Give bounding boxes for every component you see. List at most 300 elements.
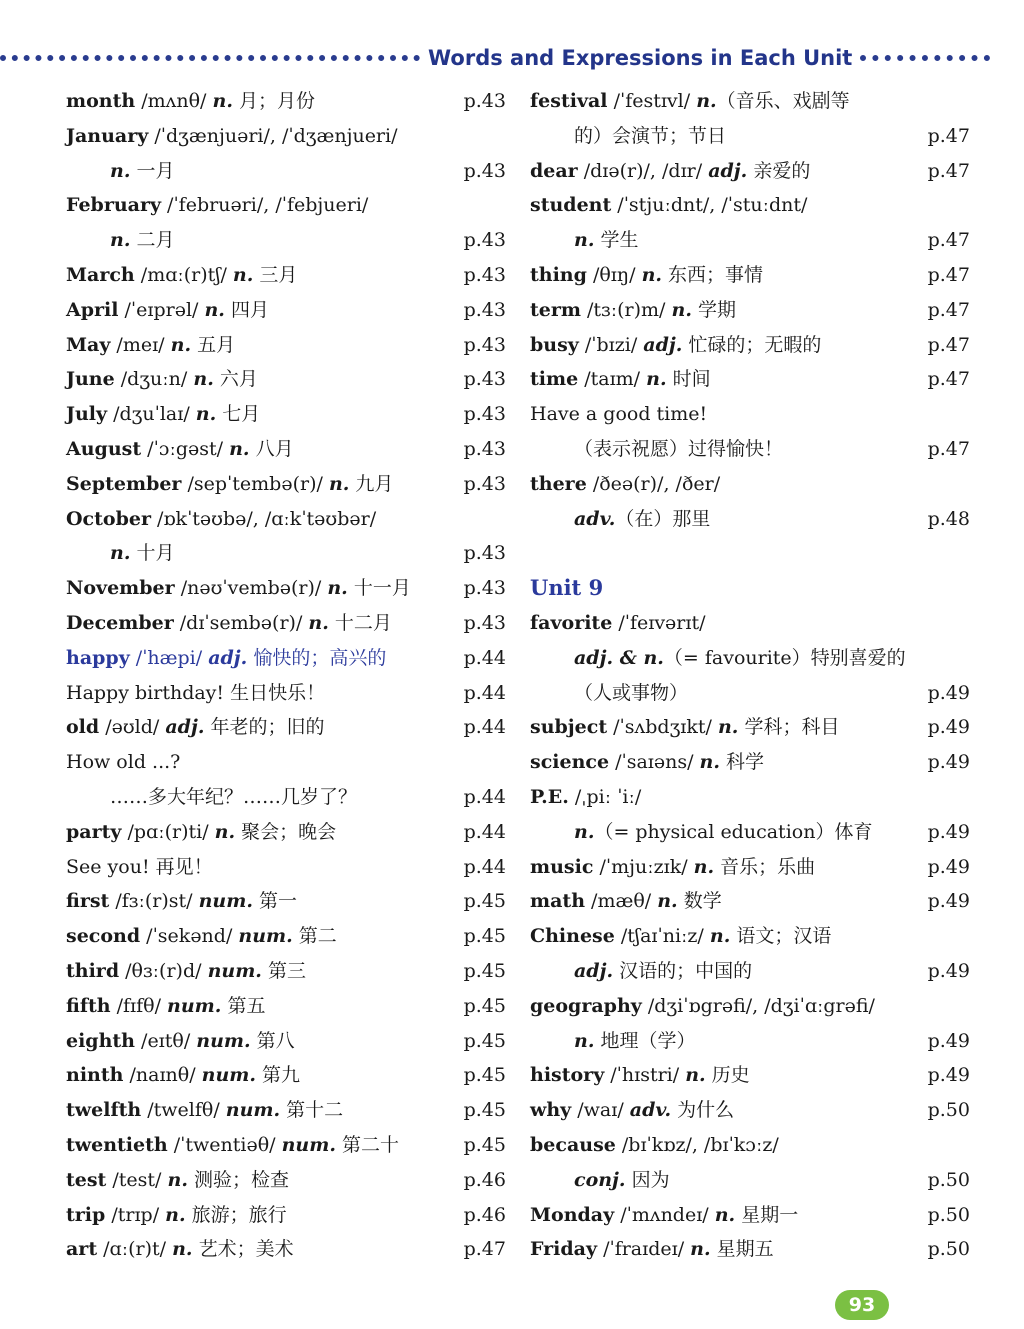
- entry-text: [66, 84, 315, 119]
- headword: history: [530, 1064, 605, 1087]
- headword: twentieth: [66, 1133, 168, 1156]
- part-of-speech: n.: [110, 159, 131, 182]
- part-of-speech: conj.: [574, 1168, 626, 1191]
- page-reference: p.47: [927, 437, 970, 460]
- vocab-entry: [530, 467, 970, 502]
- part-of-speech: n.: [165, 1203, 186, 1226]
- entry-text: [530, 258, 763, 293]
- entry-text: [66, 188, 368, 223]
- vocab-entry: [66, 397, 506, 432]
- entry-text: [66, 850, 213, 885]
- pronunciation: /mʌnθ/: [135, 90, 213, 112]
- vocab-entry: [66, 1128, 506, 1163]
- page-reference: p.49: [927, 1064, 970, 1087]
- definition: （在）那里: [615, 507, 711, 530]
- headword: Monday: [530, 1203, 615, 1226]
- vocab-entry: [530, 188, 970, 223]
- definition: 五月: [191, 333, 236, 356]
- pronunciation: /tɜː(r)m/: [580, 298, 672, 321]
- definition: 为什么: [671, 1099, 735, 1122]
- headword: October: [66, 507, 151, 530]
- headword: art: [66, 1238, 98, 1261]
- vocab-entry: [530, 1024, 970, 1059]
- page-reference: p.47: [927, 159, 970, 182]
- headword: September: [66, 472, 182, 495]
- part-of-speech: n.: [327, 577, 348, 600]
- page-reference: p.48: [927, 507, 970, 530]
- vocab-column-right: [530, 84, 970, 1267]
- entry-text: [66, 1093, 343, 1128]
- page-reference: p.47: [927, 229, 970, 252]
- definition: 学期: [691, 298, 736, 321]
- headword: March: [66, 263, 135, 286]
- pronunciation: /ˈhæpi/: [129, 646, 209, 669]
- pronunciation: /dɪˈsembə(r)/: [173, 611, 309, 634]
- vocab-entry: [530, 710, 970, 745]
- page-reference: p.49: [927, 890, 970, 913]
- headword: old: [66, 716, 100, 739]
- definition: 星期五: [710, 1238, 774, 1261]
- definition: 数学: [677, 890, 722, 913]
- part-of-speech: n.: [574, 820, 595, 843]
- headword: January: [66, 124, 149, 147]
- entry-text: [530, 1058, 750, 1093]
- vocab-entry: [530, 884, 970, 919]
- vocab-entry: [530, 641, 970, 676]
- page-reference: p.49: [927, 681, 970, 704]
- pronunciation: /mɑː(r)tʃ/: [134, 263, 233, 286]
- vocab-entry: [530, 154, 970, 189]
- entry-text: [66, 571, 411, 606]
- part-of-speech: adv.: [574, 507, 616, 530]
- vocab-entry: [66, 606, 506, 641]
- vocab-entry: [66, 989, 506, 1024]
- headword: July: [66, 403, 108, 426]
- part-of-speech: adj.: [165, 716, 205, 739]
- page-reference: p.43: [463, 437, 506, 460]
- vocab-entry: [530, 362, 970, 397]
- part-of-speech: n.: [709, 925, 731, 948]
- part-of-speech: n.: [671, 298, 692, 321]
- definition: 测验；检查: [187, 1168, 289, 1191]
- definition: （= physical education）体育: [594, 820, 873, 843]
- part-of-speech: n.: [170, 333, 192, 356]
- vocab-entry: [66, 1232, 506, 1267]
- vocab-entry: [66, 676, 506, 711]
- definition: 聚会；晚会: [235, 820, 337, 843]
- part-of-speech: adj.: [643, 333, 683, 356]
- headword: trip: [66, 1203, 106, 1226]
- pronunciation: /waɪ/: [571, 1099, 630, 1122]
- vocab-entry: [66, 919, 506, 954]
- pronunciation: /meɪ/: [110, 333, 171, 356]
- page-reference: p.44: [463, 646, 506, 669]
- headword: party: [66, 820, 122, 843]
- vocab-entry: [66, 1024, 506, 1059]
- definition: 因为: [625, 1168, 670, 1191]
- entry-text: [574, 1024, 695, 1059]
- vocab-entry: [530, 223, 970, 258]
- entry-text: [530, 710, 839, 745]
- pronunciation: /taɪm/: [578, 368, 647, 391]
- headword: P.E.: [530, 785, 569, 808]
- page-reference: p.49: [927, 1029, 970, 1052]
- part-of-speech: n.: [657, 890, 678, 913]
- entry-text: [110, 223, 174, 258]
- vocab-entry: [530, 84, 970, 119]
- entry-text: [530, 397, 707, 432]
- part-of-speech: n.: [212, 90, 233, 112]
- vocab-entry: [66, 258, 506, 293]
- entry-text: [530, 1093, 734, 1128]
- part-of-speech: adj. & n.: [574, 646, 664, 669]
- pronunciation: /ˈeɪprəl/: [118, 298, 205, 321]
- part-of-speech: num.: [198, 890, 253, 913]
- entry-text: [66, 1198, 287, 1233]
- entry-text: [574, 223, 638, 258]
- page-reference: p.43: [463, 542, 506, 565]
- vocab-entry: [530, 1198, 970, 1233]
- entry-text: [66, 467, 393, 502]
- page-reference: p.46: [463, 1203, 506, 1226]
- entry-text: [66, 1128, 399, 1163]
- page-reference: p.45: [463, 959, 506, 982]
- definition: 第八: [250, 1029, 295, 1052]
- headword: Chinese: [530, 925, 615, 948]
- headword: third: [66, 959, 120, 982]
- pronunciation: /fɜː(r)st/: [109, 890, 199, 913]
- headword: term: [530, 298, 581, 321]
- part-of-speech: n.: [214, 820, 236, 843]
- vocab-entry: [66, 502, 506, 537]
- entry-text: [66, 362, 258, 397]
- entry-text: [574, 676, 688, 711]
- header-dotted-rule-left: [0, 55, 420, 61]
- vocab-entry: [530, 1093, 970, 1128]
- page-reference: p.46: [463, 1168, 506, 1191]
- entry-text: [530, 1198, 798, 1233]
- definition: 四月: [224, 298, 269, 321]
- page-reference: p.45: [463, 1133, 506, 1156]
- part-of-speech: n.: [110, 542, 131, 565]
- pronunciation: /ˈbɪzi/: [578, 333, 644, 356]
- vocab-entry: [66, 188, 506, 223]
- pronunciation: /trɪp/: [105, 1203, 166, 1226]
- vocab-entry: [66, 536, 506, 571]
- part-of-speech: adj.: [574, 959, 614, 982]
- entry-text: [530, 467, 720, 502]
- page-reference: p.47: [927, 298, 970, 321]
- vocab-entry: [66, 362, 506, 397]
- entry-text: [66, 1163, 289, 1198]
- vocab-entry: [530, 502, 970, 537]
- entry-text: [66, 919, 337, 954]
- page-reference: p.44: [463, 716, 506, 739]
- headword: twelfth: [66, 1099, 142, 1122]
- page-reference: p.47: [927, 263, 970, 286]
- entry-text: [110, 536, 174, 571]
- part-of-speech: n.: [308, 611, 329, 634]
- vocab-entry: [530, 1058, 970, 1093]
- page-reference: p.45: [463, 1099, 506, 1122]
- definition: 汉语的；中国的: [613, 959, 753, 982]
- page-reference: p.47: [927, 124, 970, 147]
- part-of-speech: n.: [690, 1238, 711, 1261]
- vocab-entry: [530, 1163, 970, 1198]
- pronunciation: /ˈsʌbdʒɪkt/: [607, 716, 718, 739]
- pronunciation: /ˈhɪstri/: [604, 1064, 686, 1087]
- entry-text: [66, 119, 398, 154]
- page-reference: p.50: [927, 1238, 970, 1261]
- vocab-entry: [530, 293, 970, 328]
- vocab-entry: [66, 815, 506, 850]
- entry-text: [574, 1163, 670, 1198]
- page-reference: p.43: [463, 298, 506, 321]
- vocab-entry: [530, 676, 970, 711]
- part-of-speech: n.: [232, 263, 254, 286]
- part-of-speech: n.: [193, 368, 214, 391]
- page-reference: p.50: [927, 1099, 970, 1122]
- vocab-entry: [530, 954, 970, 989]
- page-reference: p.43: [463, 90, 506, 112]
- entry-text: [574, 502, 710, 537]
- vocab-entry: [530, 432, 970, 467]
- entry-text: [530, 745, 764, 780]
- definition: 历史: [705, 1064, 750, 1087]
- entry-text: [574, 954, 752, 989]
- pronunciation: /ˌpiː ˈiː/: [568, 785, 642, 808]
- pronunciation: /ˈmʌndeɪ/: [614, 1203, 715, 1226]
- part-of-speech: n.: [167, 1168, 188, 1191]
- entry-text: [66, 1024, 295, 1059]
- definition: 八月: [249, 437, 294, 460]
- page-reference: p.49: [927, 855, 970, 878]
- definition: 时间: [666, 368, 711, 391]
- vocab-entry: [66, 1198, 506, 1233]
- pronunciation: See you! 再见！: [66, 855, 213, 878]
- pronunciation: /ˈsekənd/: [140, 925, 239, 948]
- definition: 十月: [130, 542, 175, 565]
- definition: 一月: [130, 159, 175, 182]
- part-of-speech: n.: [696, 90, 717, 112]
- part-of-speech: n.: [110, 229, 131, 252]
- vocab-entry: [66, 1163, 506, 1198]
- entry-text: [574, 815, 872, 850]
- part-of-speech: n.: [717, 716, 739, 739]
- headword: ninth: [66, 1064, 124, 1087]
- pronunciation: /ˈsaɪəns/: [609, 751, 700, 774]
- definition: （音乐、戏剧等: [716, 90, 850, 112]
- pronunciation: /ɑː(r)t/: [97, 1238, 173, 1261]
- vocab-entry: [530, 815, 970, 850]
- vocab-entry: [66, 432, 506, 467]
- definition: 第二十: [335, 1133, 400, 1156]
- vocab-entry: [66, 641, 506, 676]
- page-reference: p.47: [927, 368, 970, 391]
- vocab-entry: [66, 884, 506, 919]
- entry-text: [66, 397, 260, 432]
- page-reference: p.43: [463, 333, 506, 356]
- vocab-entry: [66, 1093, 506, 1128]
- vocab-entry: [530, 1128, 970, 1163]
- pronunciation: /twelfθ/: [141, 1099, 226, 1122]
- headword: busy: [530, 333, 579, 356]
- entry-text: [530, 1232, 774, 1267]
- headword: fifth: [66, 994, 111, 1017]
- vocab-entry: [530, 119, 970, 154]
- pronunciation: /bɪˈkɒz/, /bɪˈkɔːz/: [615, 1133, 779, 1156]
- entry-text: [574, 119, 726, 154]
- entry-text: [110, 154, 174, 189]
- page-reference: p.45: [463, 925, 506, 948]
- entry-text: [530, 154, 810, 189]
- pronunciation: /ˈfeɪvərɪt/: [612, 611, 706, 634]
- pronunciation: /dʒiˈɒgrəfi/, /dʒiˈɑːgrəfi/: [641, 994, 875, 1017]
- definition: 七月: [216, 403, 261, 426]
- pronunciation: /eɪtθ/: [135, 1029, 197, 1052]
- part-of-speech: num.: [196, 1029, 251, 1052]
- part-of-speech: num.: [225, 1099, 281, 1122]
- entry-text: [530, 84, 850, 119]
- part-of-speech: n.: [685, 1064, 706, 1087]
- headword: geography: [530, 994, 642, 1017]
- pronunciation: /əʊld/: [99, 716, 166, 739]
- headword: favorite: [530, 611, 613, 634]
- headword: April: [66, 298, 119, 321]
- headword: February: [66, 194, 162, 217]
- headword: dear: [530, 159, 578, 182]
- definition: 十二月: [328, 611, 392, 634]
- entry-text: [574, 432, 783, 467]
- pronunciation: /naɪnθ/: [123, 1064, 202, 1087]
- vocab-entry: [530, 850, 970, 885]
- definition: 东西；事情: [662, 263, 764, 286]
- pronunciation: 的）会演节；节日: [574, 124, 727, 147]
- vocab-entry: [66, 745, 506, 780]
- definition: 第一: [252, 890, 297, 913]
- pronunciation: /ˈfebruəri/, /ˈfebjueri/: [161, 194, 369, 217]
- pronunciation: Happy birthday! 生日快乐！: [66, 681, 326, 704]
- pronunciation: /ˈfestɪvl/: [607, 90, 697, 112]
- headword: math: [530, 890, 586, 913]
- header-title: Words and Expressions in Each Unit: [428, 46, 853, 70]
- definition: 学科；科目: [738, 716, 840, 739]
- part-of-speech: adj.: [208, 646, 248, 669]
- definition: 六月: [213, 368, 258, 391]
- headword: first: [66, 890, 110, 913]
- headword: thing: [530, 263, 587, 286]
- page-reference: p.47: [927, 333, 970, 356]
- definition: 第三: [261, 959, 306, 982]
- pronunciation: ……多大年纪？……几岁了？: [110, 785, 358, 808]
- vocab-entry: [66, 293, 506, 328]
- entry-text: [66, 745, 180, 780]
- headword: August: [66, 437, 142, 460]
- part-of-speech: num.: [281, 1133, 336, 1156]
- page-reference: p.44: [463, 820, 506, 843]
- entry-text: [530, 188, 807, 223]
- vocab-entry: [66, 223, 506, 258]
- headword: why: [530, 1099, 572, 1122]
- part-of-speech: n.: [574, 229, 595, 252]
- part-of-speech: n.: [195, 403, 217, 426]
- pronunciation: /ˈtwentiəθ/: [167, 1133, 282, 1156]
- definition: 科学: [719, 751, 765, 774]
- headword: June: [66, 368, 115, 391]
- pronunciation: （人或事物）: [574, 681, 689, 704]
- part-of-speech: num.: [167, 994, 222, 1017]
- entry-text: [66, 502, 376, 537]
- entry-text: [530, 919, 831, 954]
- page-reference: p.49: [927, 716, 970, 739]
- page-reference: p.47: [463, 1238, 506, 1261]
- vocab-entry: [66, 154, 506, 189]
- page-reference: p.44: [463, 785, 506, 808]
- entry-text: [66, 328, 235, 363]
- pronunciation: /dɪə(r)/, /dɪr/: [577, 159, 709, 182]
- entry-text: [66, 606, 392, 641]
- pronunciation: /ˈfraɪdeɪ/: [597, 1238, 691, 1261]
- part-of-speech: n.: [699, 751, 720, 774]
- pronunciation: /fɪfθ/: [110, 994, 168, 1017]
- headword: there: [530, 472, 587, 495]
- definition: 九月: [349, 472, 394, 495]
- headword: month: [66, 90, 136, 112]
- page-reference: p.44: [463, 855, 506, 878]
- vocab-entry: [530, 606, 970, 641]
- pronunciation: /tʃaɪˈniːz/: [614, 925, 710, 948]
- definition: 第二: [292, 925, 337, 948]
- entry-text: [66, 1232, 294, 1267]
- page-reference: p.43: [463, 577, 506, 600]
- pronunciation: /sepˈtembə(r)/: [181, 472, 329, 495]
- vocab-entry: [66, 84, 506, 119]
- entry-text: [530, 606, 706, 641]
- entry-text: [66, 432, 294, 467]
- vocab-entry: [530, 571, 970, 606]
- page-reference: p.43: [463, 263, 506, 286]
- part-of-speech: n.: [204, 298, 225, 321]
- headword: eighth: [66, 1029, 135, 1052]
- entry-text: [530, 989, 875, 1024]
- entry-text: [530, 780, 641, 815]
- page-reference: p.50: [927, 1168, 970, 1191]
- pronunciation: How old ...?: [66, 751, 181, 774]
- pronunciation: /dʒuːn/: [114, 368, 194, 391]
- vocab-entry: [530, 919, 970, 954]
- page-reference: p.45: [463, 1064, 506, 1087]
- pronunciation: /mæθ/: [585, 890, 658, 913]
- headword: subject: [530, 716, 608, 739]
- definition: 十一月: [347, 577, 411, 600]
- definition: 旅游；旅行: [185, 1203, 287, 1226]
- entry-text: [66, 676, 325, 711]
- definition: 愉快的；高兴的: [247, 646, 387, 669]
- unit-heading: Unit 9: [530, 575, 604, 601]
- part-of-speech: adv.: [629, 1099, 672, 1122]
- vocab-entry: [530, 989, 970, 1024]
- vocab-entry: [66, 328, 506, 363]
- entry-text: [66, 258, 297, 293]
- definition: （= favourite）特别喜爱的: [663, 646, 906, 669]
- part-of-speech: n.: [328, 472, 350, 495]
- page-reference: p.43: [463, 229, 506, 252]
- page-reference: p.49: [927, 959, 970, 982]
- vocab-entry: [530, 745, 970, 780]
- vocab-entry: [66, 571, 506, 606]
- vocab-entry: [66, 710, 506, 745]
- definition: 第十二: [280, 1099, 344, 1122]
